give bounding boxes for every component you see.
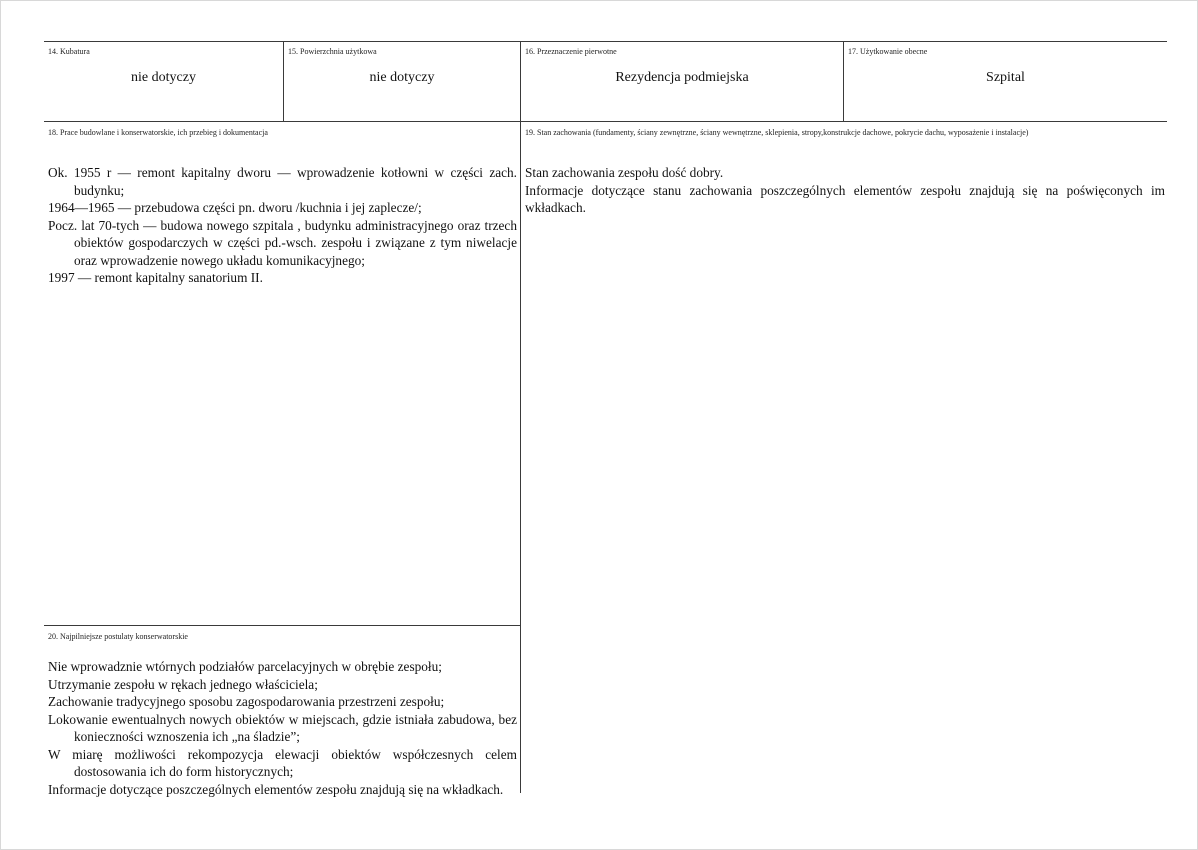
section-18-item: 1964—1965 — przebudowa części pn. dworu /kuchnia i jej zaplecze/;: [48, 200, 422, 215]
row1-bottom-rule: [44, 121, 1167, 122]
section-20-item: W miarę możliwości rekompozycja elewacji obiektów współczesnych celem dostosowania ich do form historycznych;: [48, 746, 517, 779]
section-19-label: 19. Stan zachowania (fundamenty, ściany zewnętrzne, ściany wewnętrzne, sklepienia, stropy,konstrukcje dachowe, pokrycie dachu, wyposażenie i instalacje): [525, 128, 1029, 137]
kubatura-label: 14. Kubatura: [48, 47, 90, 56]
section-20-item: Lokowanie ewentualnych nowych obiektów w miejscach, gdzie istniała zabudowa, bez konieczności wznoszenia ich „na śladzie”;: [48, 711, 517, 744]
section-20-top-rule: [44, 625, 520, 626]
powierzchnia-label: 15. Powierzchnia użytkowa: [288, 47, 377, 56]
kubatura-value: nie dotyczy: [131, 70, 196, 85]
section-20-item: Nie wprowadznie wtórnych podziałów parcelacyjnych w obrębie zespołu;: [48, 659, 442, 674]
col-divider-2: [520, 41, 521, 793]
powierzchnia-value: nie dotyczy: [369, 70, 435, 85]
section-20-label: 20. Najpilniejsze postulaty konserwatorskie: [48, 632, 188, 641]
przeznaczenie-value: Rezydencja podmiejska: [615, 70, 749, 85]
section-20-item: Informacje dotyczące poszczególnych elementów zespołu znajdują się na wkładkach.: [48, 781, 504, 797]
uzytkowanie-value: Szpital: [986, 70, 1025, 85]
section-18-item: 1997 — remont kapitalny sanatorium II.: [48, 270, 263, 285]
section-20-body: [48, 658, 517, 798]
section-19-body: [525, 164, 1165, 217]
przeznaczenie-label: 16. Przeznaczenie pierwotne: [525, 47, 617, 56]
section-18-label: 18. Prace budowlane i konserwatorskie, ich przebieg i dokumentacja: [48, 128, 268, 137]
section-20-item: Utrzymanie zespołu w rękach jednego właściciela;: [48, 676, 318, 692]
section-18-item: Pocz. lat 70-tych — budowa nowego szpitala , budynku administracyjnego oraz trzech obiektów gospodarczych w części pd.-wsch. zespołu i związane z tym niwelacje oraz wprowadzenie nowego układu komunikacyjnego;: [48, 217, 517, 268]
section-19-item: Stan zachowania zespołu dość dobry.: [525, 165, 724, 180]
section-18-body: [48, 164, 517, 287]
uzytkowanie-label: 17. Użytkowanie obecne: [848, 47, 928, 56]
section-20-item: Zachowanie tradycyjnego sposobu zagospodarowania przestrzeni zespołu;: [48, 694, 445, 709]
section-19-item: Informacje dotyczące stanu zachowania poszczególnych elementów zespołu znajdują się na poświęconych im wkładkach.: [525, 182, 1165, 215]
section-18-item: Ok. 1955 r — remont kapitalny dworu — wprowadzenie kotłowni w części zach. budynku;: [48, 165, 517, 198]
row1-top-rule: [44, 41, 1167, 42]
